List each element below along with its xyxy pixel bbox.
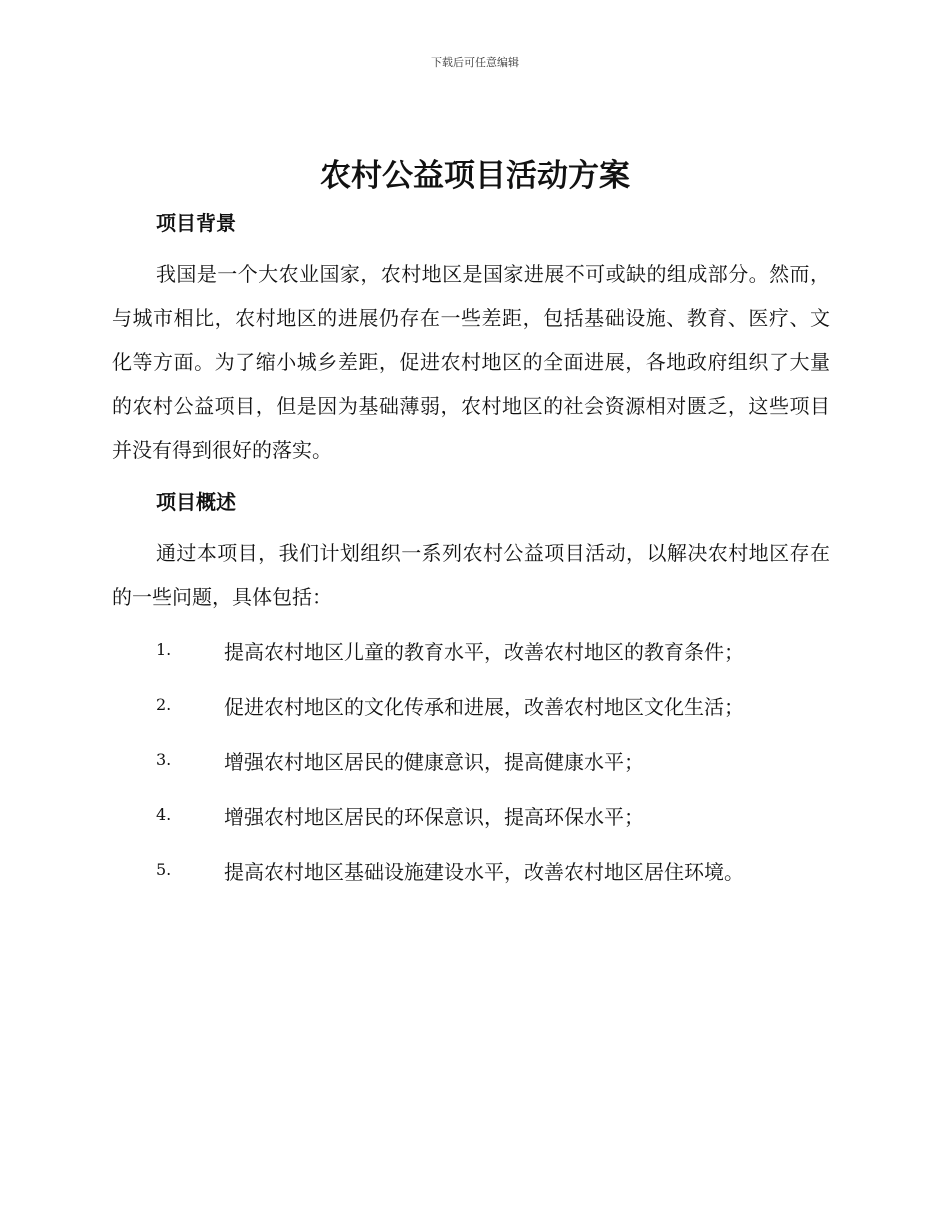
list-item-text: 提高农村地区儿童的教育水平，改善农村地区的教育条件；	[224, 640, 744, 664]
list-item	[0, 738, 950, 793]
list-item-number: 2.	[156, 695, 172, 714]
list-item	[0, 848, 950, 903]
list-item-text: 增强农村地区居民的健康意识，提高健康水平；	[224, 750, 644, 774]
list-item-number: 3.	[156, 750, 172, 769]
list-item	[0, 628, 950, 683]
list-item-number: 1.	[156, 640, 172, 659]
header-note: 下载后可任意编辑	[431, 56, 519, 69]
section-heading-background: 项目背景	[156, 211, 236, 235]
section-heading-overview: 项目概述	[156, 490, 236, 514]
list-item-number: 5.	[156, 860, 172, 879]
list-item	[0, 793, 950, 848]
document-title: 农村公益项目活动方案	[320, 158, 630, 194]
background-paragraph: 我国是一个大农业国家，农村地区是国家进展不可或缺的组成部分。然而，与城市相比，农村地区的进展仍存在一些差距，包括基础设施、教育、医疗、文化等方面。为了缩小城乡差距，促进农村地区的全面进展，各地政府组织了大量的农村公益项目，但是因为基础薄弱，农村地区的社会资源相对匮乏，这些项目并没有得到很好的落实。	[112, 262, 830, 462]
overview-paragraph: 通过本项目，我们计划组织一系列农村公益项目活动，以解决农村地区存在的一些问题，具体包括：	[112, 541, 830, 609]
list-item-text: 提高农村地区基础设施建设水平，改善农村地区居住环境。	[224, 860, 744, 884]
list-item	[0, 683, 950, 738]
list-item-text: 增强农村地区居民的环保意识，提高环保水平；	[224, 805, 644, 829]
list-item-text: 促进农村地区的文化传承和进展，改善农村地区文化生活；	[224, 695, 744, 719]
list-item-number: 4.	[156, 805, 172, 824]
goals-list	[0, 628, 950, 903]
